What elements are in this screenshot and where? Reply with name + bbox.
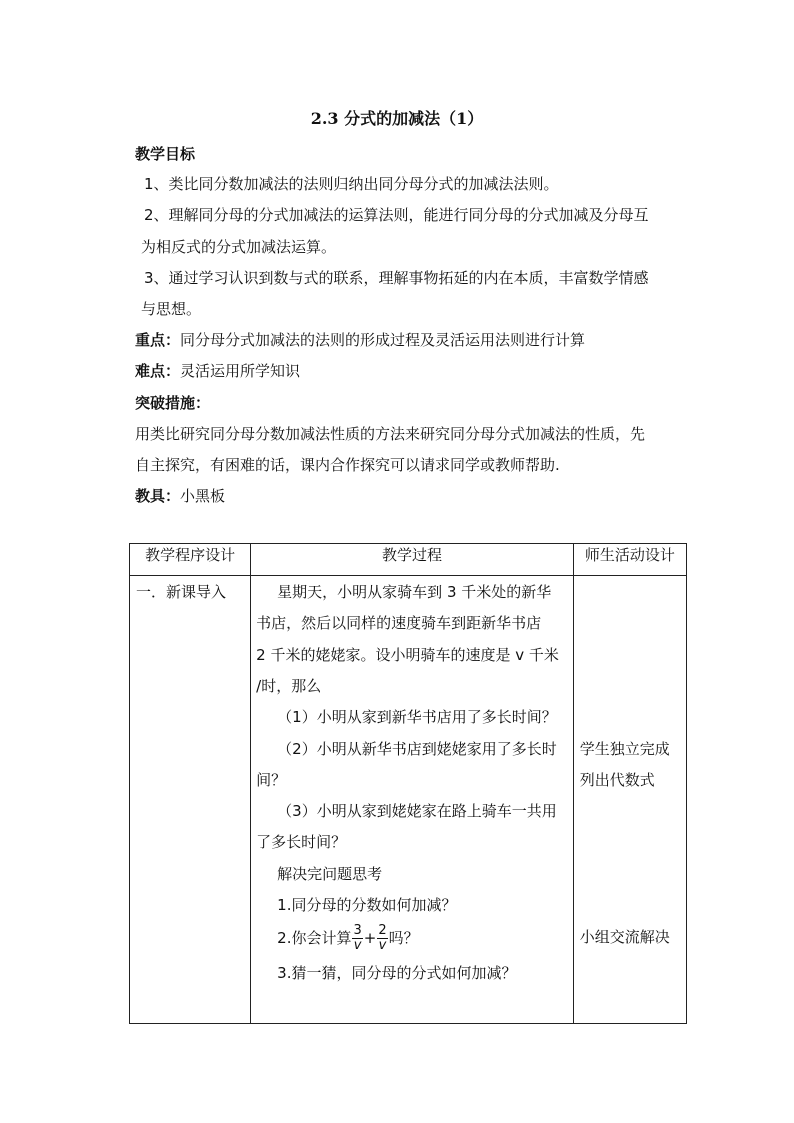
breakthrough-line: 用类比研究同分母分数加减法性质的方法来研究同分母分式加减法的性质，先 — [135, 425, 646, 443]
header-program-design: 教学程序设计 — [130, 544, 251, 576]
tools-text: 小黑板 — [180, 487, 226, 505]
objective-line: 2、理解同分母的分式加减法的运算法则，能进行同分母的分式加减及分母互 — [144, 206, 649, 224]
process-line: 间？ — [256, 771, 287, 789]
table-row — [130, 576, 687, 1024]
process-line: 1.同分母的分数如何加减？ — [277, 896, 457, 914]
step-cell — [130, 576, 251, 1024]
activity-cell — [573, 576, 686, 1024]
process-line: 书店，然后以同样的速度骑车到距新华书店 — [256, 614, 542, 632]
calc-question — [277, 921, 418, 955]
difficulty-label: 难点： — [135, 362, 181, 380]
table-header-row — [130, 544, 687, 576]
objectives-heading: 教学目标 — [135, 145, 196, 163]
activity-line: 小组交流解决 — [579, 928, 670, 946]
process-line: 星期天，小明从家骑车到 3 千米处的新华 — [277, 583, 552, 601]
difficulty-text: 灵活运用所学知识 — [180, 362, 301, 380]
key-point-text: 同分母分式加减法的法则的形成过程及灵活运用法则进行计算 — [180, 331, 586, 349]
tools — [135, 485, 225, 507]
difficulty — [135, 360, 300, 382]
document-title: 2.3 分式的加减法（1） — [310, 109, 484, 128]
objective-line: 1、类比同分数加减法的法则归纳出同分母分式的加减法法则。 — [144, 175, 559, 193]
activity-line: 列出代数式 — [579, 771, 655, 789]
header-activity-design: 师生活动设计 — [573, 544, 686, 576]
calc-prefix: 2.你会计算 — [277, 929, 352, 947]
fraction-numerator: 2 — [378, 923, 387, 938]
process-line: 3.猜一猜，同分母的分式如何加减？ — [277, 964, 517, 982]
process-line: 了多长时间？ — [256, 833, 347, 851]
calc-suffix: 吗？ — [388, 929, 419, 947]
process-line: 解决完问题思考 — [277, 865, 383, 883]
process-line: /时，那么 — [256, 677, 322, 695]
process-line: （1）小明从家到新华书店用了多长时间？ — [277, 708, 557, 726]
fraction-denominator: v — [378, 938, 387, 953]
objective-line: 3、通过学习认识到数与式的联系，理解事物拓延的内在本质，丰富数学情感 — [144, 269, 649, 287]
process-cell — [251, 576, 574, 1024]
step-label: 一．新课导入 — [136, 583, 227, 601]
fraction — [377, 924, 387, 953]
fraction-denominator: v — [353, 938, 362, 953]
key-point — [135, 329, 585, 351]
fraction — [352, 924, 362, 953]
process-line: 2 千米的姥姥家。设小明骑车的速度是 v 千米 — [256, 646, 559, 664]
lesson-table — [129, 543, 687, 1024]
key-point-label: 重点： — [135, 331, 181, 349]
objective-line: 与思想。 — [141, 300, 202, 318]
fraction-numerator: 3 — [353, 923, 362, 938]
activity-line: 学生独立完成 — [579, 740, 670, 758]
plus-sign: + — [363, 929, 377, 947]
breakthrough-label: 突破措施： — [135, 394, 211, 412]
header-teaching-process: 教学过程 — [251, 544, 574, 576]
process-line: （3）小明从家到姥姥家在路上骑车一共用 — [277, 802, 557, 820]
objective-line: 为相反式的分式加减法运算。 — [141, 238, 337, 256]
tools-label: 教具： — [135, 487, 181, 505]
process-line: （2）小明从新华书店到姥姥家用了多长时 — [277, 740, 557, 758]
breakthrough-line: 自主探究，有困难的话，课内合作探究可以请求同学或教师帮助. — [135, 456, 560, 474]
